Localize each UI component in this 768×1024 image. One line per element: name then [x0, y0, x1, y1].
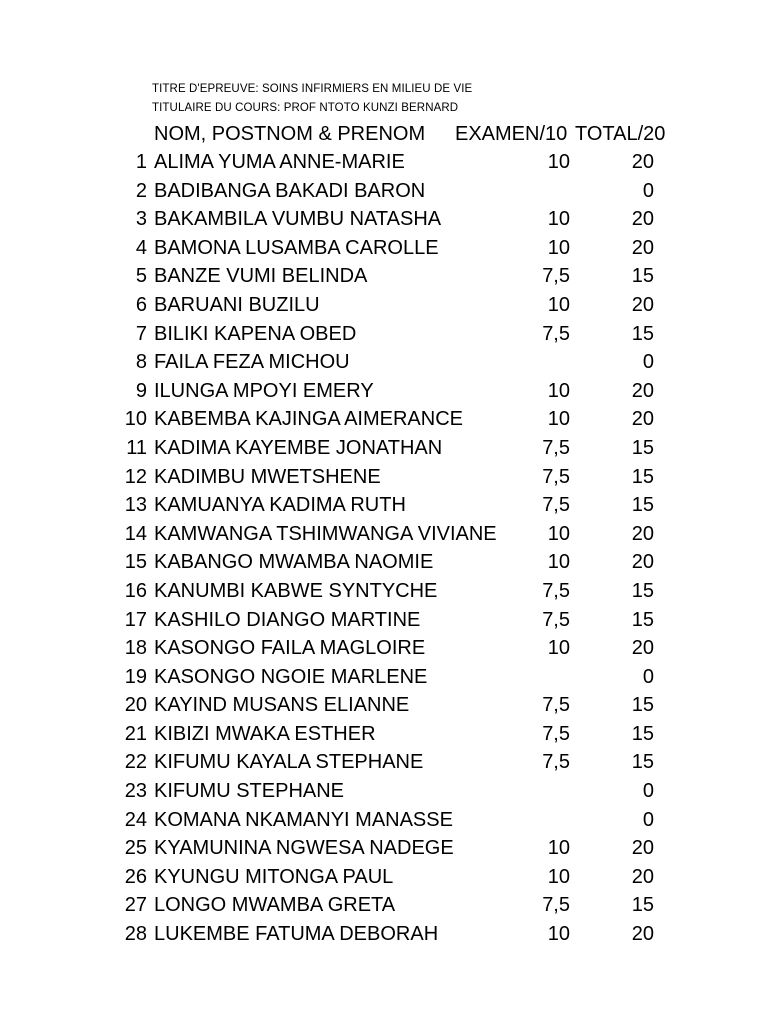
total-score: 15	[631, 465, 654, 488]
table-row	[0, 578, 768, 607]
row-number: 12	[124, 465, 147, 488]
student-name: LONGO MWAMBA GRETA	[154, 894, 396, 917]
student-name: KADIMBU MWETSHENE	[154, 465, 381, 488]
total-score: 15	[631, 322, 654, 345]
header-name: NOM, POSTNOM & PRENOM	[154, 123, 426, 145]
row-number: 27	[124, 894, 147, 917]
row-number: 24	[124, 808, 147, 831]
row-number: 20	[124, 694, 147, 717]
table-row	[0, 378, 768, 407]
table-row	[0, 607, 768, 636]
exam-score: 10	[547, 923, 570, 946]
student-name: KOMANA NKAMANYI MANASSE	[154, 808, 453, 831]
student-name: KIBIZI MWAKA ESTHER	[154, 722, 376, 745]
row-number: 1	[135, 151, 147, 173]
exam-score: 10	[547, 151, 570, 173]
row-number: 19	[124, 665, 147, 688]
total-score: 20	[631, 923, 654, 946]
student-name: KIFUMU KAYALA STEPHANE	[154, 751, 424, 774]
total-score: 20	[631, 522, 654, 545]
total-score: 15	[631, 494, 654, 517]
header-exam: EXAMEN/10	[455, 123, 568, 145]
exam-score: 10	[547, 293, 570, 316]
row-number: 8	[135, 351, 147, 374]
student-name: BARUANI BUZILU	[154, 293, 320, 316]
table-row	[0, 921, 768, 950]
total-score: 20	[631, 637, 654, 660]
row-number: 3	[135, 208, 147, 231]
student-name: KAMUANYA KADIMA RUTH	[154, 494, 406, 517]
exam-score: 10	[547, 865, 570, 888]
total-score: 20	[631, 865, 654, 888]
total-score: 20	[631, 151, 654, 173]
student-name: BAKAMBILA VUMBU NATASHA	[154, 208, 442, 231]
table-row	[0, 263, 768, 292]
row-number: 21	[124, 722, 147, 745]
table-row	[0, 749, 768, 778]
student-name: KABANGO MWAMBA NAOMIE	[154, 551, 434, 574]
student-name: ILUNGA MPOYI EMERY	[154, 379, 374, 402]
student-name: ALIMA YUMA ANNE-MARIE	[154, 151, 405, 173]
row-number: 6	[135, 293, 147, 316]
student-name: KAMWANGA TSHIMWANGA VIVIANE	[154, 522, 497, 545]
table-row	[0, 292, 768, 321]
exam-score: 10	[547, 637, 570, 660]
row-number: 9	[135, 379, 147, 402]
total-score: 20	[631, 379, 654, 402]
row-number: 5	[135, 265, 147, 288]
student-name: KABEMBA KAJINGA AIMERANCE	[154, 408, 463, 431]
row-number: 10	[124, 408, 147, 431]
student-name: KAYIND MUSANS ELIANNE	[154, 694, 410, 717]
student-name: FAILA FEZA MICHOU	[154, 351, 350, 374]
student-name: KYAMUNINA NGWESA NADEGE	[154, 837, 454, 860]
total-score: 15	[631, 608, 654, 631]
table-row	[0, 549, 768, 578]
exam-title: TITRE D'EPREUVE: SOINS INFIRMIERS EN MILIEU DE VIE	[152, 83, 473, 95]
table-row	[0, 778, 768, 807]
student-name: BILIKI KAPENA OBED	[154, 322, 357, 345]
student-name: KIFUMU STEPHANE	[154, 780, 345, 803]
total-score: 20	[631, 408, 654, 431]
table-row	[0, 807, 768, 836]
exam-score: 7,5	[542, 894, 570, 917]
table-row	[0, 635, 768, 664]
table-row	[0, 406, 768, 435]
exam-score: 7,5	[542, 494, 570, 517]
total-score: 20	[631, 236, 654, 259]
table-row	[0, 206, 768, 235]
row-number: 7	[135, 322, 147, 345]
exam-score: 7,5	[542, 751, 570, 774]
exam-score: 7,5	[542, 465, 570, 488]
total-score: 15	[631, 694, 654, 717]
row-number: 26	[124, 865, 147, 888]
row-number: 14	[124, 522, 147, 545]
exam-score: 7,5	[542, 436, 570, 459]
table-row	[0, 492, 768, 521]
course-teacher: TITULAIRE DU COURS: PROF NTOTO KUNZI BERNARD	[152, 102, 459, 114]
total-score: 0	[642, 780, 654, 803]
student-name: BADIBANGA BAKADI BARON	[154, 179, 426, 202]
total-score: 0	[642, 665, 654, 688]
student-name: KASONGO NGOIE MARLENE	[154, 665, 428, 688]
table-row	[0, 435, 768, 464]
exam-score: 10	[547, 379, 570, 402]
table-row	[0, 235, 768, 264]
table-row	[0, 149, 768, 178]
table-row	[0, 664, 768, 693]
row-number: 13	[124, 494, 147, 517]
table-row	[0, 464, 768, 493]
table-row	[0, 835, 768, 864]
row-number: 16	[124, 579, 147, 602]
header-total: TOTAL/20	[575, 123, 666, 145]
row-number: 11	[126, 436, 147, 459]
table-header	[0, 121, 768, 149]
exam-score: 7,5	[542, 608, 570, 631]
exam-score: 7,5	[542, 322, 570, 345]
exam-score: 10	[547, 837, 570, 860]
total-score: 20	[631, 551, 654, 574]
table-row	[0, 692, 768, 721]
total-score: 20	[631, 837, 654, 860]
row-number: 28	[124, 923, 147, 946]
row-number: 2	[135, 179, 147, 202]
student-name: KASONGO FAILA MAGLOIRE	[154, 637, 426, 660]
exam-score: 10	[547, 236, 570, 259]
table-row	[0, 721, 768, 750]
row-number: 17	[124, 608, 147, 631]
total-score: 15	[631, 751, 654, 774]
grades-table	[0, 149, 768, 950]
exam-score: 7,5	[542, 722, 570, 745]
total-score: 15	[631, 579, 654, 602]
row-number: 22	[124, 751, 147, 774]
total-score: 20	[631, 208, 654, 231]
row-number: 18	[124, 637, 147, 660]
table-row	[0, 178, 768, 207]
total-score: 15	[631, 894, 654, 917]
total-score: 0	[642, 808, 654, 831]
total-score: 0	[642, 351, 654, 374]
student-name: KADIMA KAYEMBE JONATHAN	[154, 436, 443, 459]
table-row	[0, 892, 768, 921]
exam-score: 10	[547, 551, 570, 574]
total-score: 15	[631, 722, 654, 745]
student-name: KASHILO DIANGO MARTINE	[154, 608, 421, 631]
student-name: LUKEMBE FATUMA DEBORAH	[154, 923, 439, 946]
exam-score: 10	[547, 522, 570, 545]
row-number: 25	[124, 837, 147, 860]
total-score: 0	[642, 179, 654, 202]
total-score: 15	[631, 436, 654, 459]
student-name: BANZE VUMI BELINDA	[154, 265, 368, 288]
total-score: 15	[631, 265, 654, 288]
table-row	[0, 349, 768, 378]
exam-score: 7,5	[542, 579, 570, 602]
exam-score: 7,5	[542, 265, 570, 288]
table-row	[0, 864, 768, 893]
student-name: BAMONA LUSAMBA CAROLLE	[154, 236, 439, 259]
table-row	[0, 521, 768, 550]
row-number: 15	[124, 551, 147, 574]
exam-score: 10	[547, 208, 570, 231]
total-score: 20	[631, 293, 654, 316]
student-name: KANUMBI KABWE SYNTYCHE	[154, 579, 438, 602]
row-number: 23	[124, 780, 147, 803]
table-row	[0, 321, 768, 350]
student-name: KYUNGU MITONGA PAUL	[154, 865, 394, 888]
exam-score: 7,5	[542, 694, 570, 717]
row-number: 4	[135, 236, 147, 259]
exam-score: 10	[547, 408, 570, 431]
